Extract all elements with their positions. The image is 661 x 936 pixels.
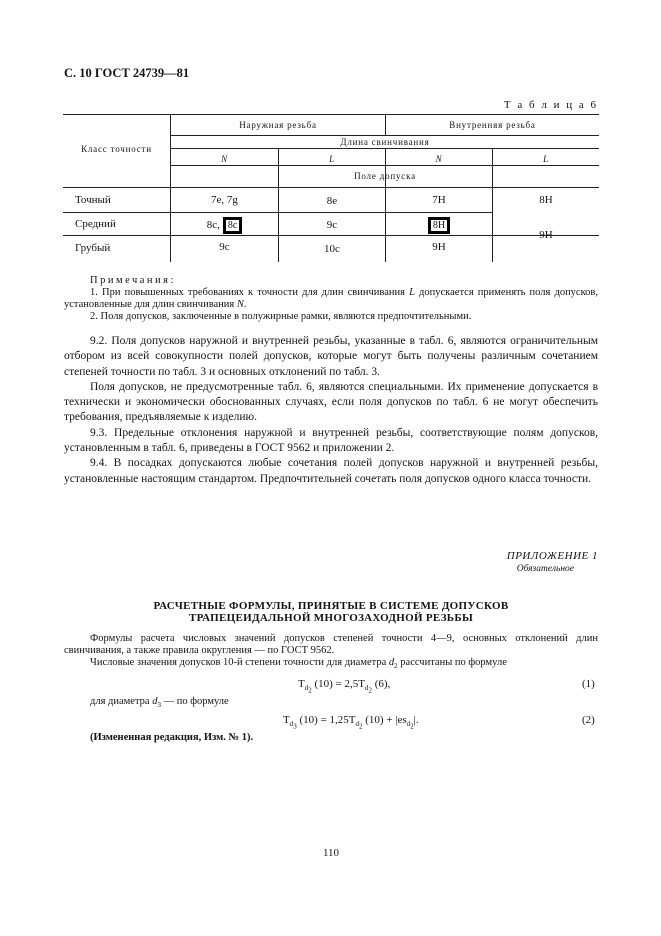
notes-caption: Примечания:: [90, 275, 176, 286]
appendix-title: [64, 600, 598, 624]
paragraph: 9.3. Предельные отклонения наружной и внутренней резьбы, соответствующие полям допусков, установленным в табл. 6, приведены в ГОСТ 9562 и приложении 2.: [64, 426, 598, 455]
appendix-paragraphs: [64, 633, 598, 672]
note-1-var: L: [409, 287, 415, 298]
tolerance-table: [63, 114, 599, 262]
formula-2: $T_{d_3}$ $(10) = 1,25T_{d_2}$ $(10) + |es_{d_2}|$.: [283, 714, 419, 731]
length-header: Длина свинчивания: [340, 137, 430, 147]
row-label: Точный: [75, 194, 111, 206]
table-caption: Т а б л и ц а 6: [503, 99, 598, 111]
paragraph-text: рассчитаны по формуле: [397, 657, 507, 668]
field-header: Поле допуска: [354, 171, 416, 181]
preferred-box: 8c: [223, 217, 242, 234]
formula-1: $T_{d_2}$ $(10) = 2,5T_{d_2}$ (6),: [298, 678, 391, 695]
paragraph: [64, 657, 598, 672]
cell-ext-l: 8e: [326, 195, 338, 207]
amendment-note: [64, 732, 598, 744]
title-line: РАСЧЕТНЫЕ ФОРМУЛЫ, ПРИНЯТЫЕ В СИСТЕМЕ ДОПУСКОВ: [153, 600, 509, 612]
cell-int-n: 7H: [432, 194, 446, 206]
note-1-text: .: [243, 299, 247, 310]
cell-ext-l: 9c: [326, 219, 338, 231]
var-sub: 2: [394, 662, 398, 671]
appendix-paragraph: [64, 696, 598, 711]
page-number: 110: [322, 847, 340, 859]
formula-2-number: (2): [582, 714, 595, 726]
cell-ext-n: 9c: [219, 241, 230, 253]
cell-int-l-merged: 9H: [539, 229, 553, 241]
cell-ext-n: 7e, 7g: [211, 194, 238, 206]
paragraph: 9.2. Поля допусков наружной и внутренней резьбы, указанные в табл. 6, являются ограничительным отбором из всей совокупности полей допусков, которые могут быть получены различным сочетанием степеней точности по табл. 3 и основных отклонений по табл. 3.: [64, 335, 598, 378]
len-n-ext: N: [221, 154, 228, 164]
cell-int-n: 9H: [432, 241, 446, 253]
appendix-status: Обязательное: [516, 564, 574, 574]
len-l-int: L: [543, 154, 549, 164]
page-header: С. 10 ГОСТ 24739—81: [64, 66, 190, 80]
note-1-text: 1. При повышенных требованиях к точности для длин свинчивания: [90, 287, 410, 298]
table-notes: [64, 275, 598, 323]
paragraph-text: Числовые значения допусков 10-й степени точности для диаметра: [90, 657, 389, 668]
note-2: 2. Поля допусков, заключенные в полужирные рамки, являются предпочтительными.: [90, 311, 472, 322]
cell-ext-n: [171, 217, 278, 234]
paragraph: [64, 696, 598, 711]
note-1-var: N: [236, 299, 244, 310]
class-header: Класс точности: [81, 144, 152, 154]
preferred-box: 8H: [428, 217, 450, 234]
var: d: [388, 657, 395, 668]
paragraph: 9.4. В посадках допускаются любые сочетания полей допусков наружной и внутренней резьбы, установленные настоящим стандартом. Предпочтительней сочетать поля допусков одного класса точности.: [64, 457, 598, 485]
title-line: ТРАПЕЦЕИДАЛЬНОЙ МНОГОЗАХОДНОЙ РЕЗЬБЫ: [188, 612, 474, 624]
paragraph: Формулы расчета числовых значений допусков степеней точности 4—9, основных отклонений длин свинчивания, а также правила округления — по ГОСТ 9562.: [64, 633, 598, 656]
len-n-int: N: [435, 154, 443, 164]
section-body: [64, 334, 598, 487]
var-sub: 3: [157, 701, 161, 710]
cell-int-n: [386, 217, 492, 234]
cell-ext-l: 10c: [324, 243, 340, 255]
row-label: Грубый: [75, 242, 111, 254]
paragraph-text: — по формуле: [160, 696, 229, 707]
cell-text: 8c,: [206, 219, 220, 231]
external-thread-header: Наружная резьба: [239, 120, 317, 130]
internal-thread-header: Внутренняя резьба: [449, 120, 536, 130]
row-label: Средний: [75, 218, 116, 230]
formula-1-number: (1): [582, 678, 595, 690]
paragraph-text: для диаметра: [90, 696, 153, 707]
paragraph: Поля допусков, не предусмотренные табл. 6, являются специальными. Их применение допускается в технически и экономически обоснованных случаях, если поля допусков по табл. 6 не могут обеспечить требования, предъявляемые к изделию.: [64, 380, 598, 424]
note-1-text: допускается применять поля допусков, установленные для длин свинчивания: [64, 287, 598, 310]
paragraph: (Измененная редакция, Изм. № 1).: [90, 732, 254, 743]
var: d: [152, 696, 158, 707]
cell-int-l: 8H: [539, 194, 553, 206]
appendix-label: ПРИЛОЖЕНИЕ 1: [506, 550, 598, 562]
len-l-ext: L: [329, 154, 335, 164]
note-1: [64, 287, 598, 311]
